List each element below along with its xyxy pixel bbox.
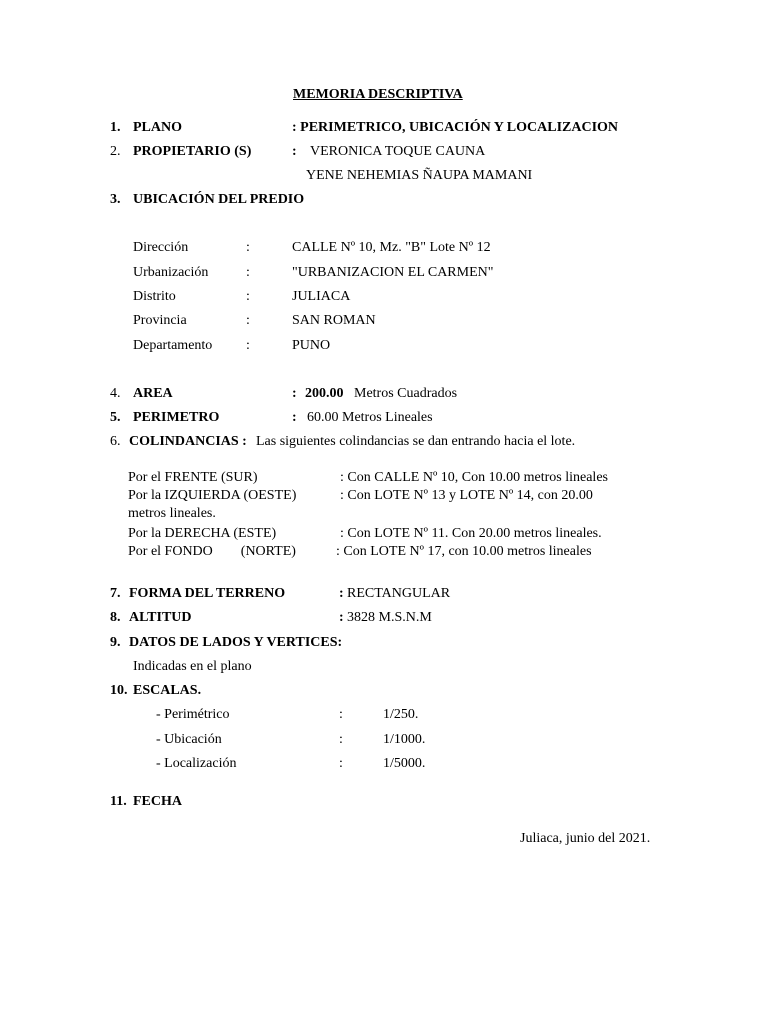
location-value-direccion: CALLE Nº 10, Mz. "B" Lote Nº 12 bbox=[292, 240, 491, 255]
owner-2: YENE NEHEMIAS ÑAUPA MAMANI bbox=[306, 168, 533, 183]
footer-date: Juliaca, junio del 2021. bbox=[520, 831, 651, 846]
section-1-value: : PERIMETRICO, UBICACIÓN Y LOCALIZACION bbox=[292, 120, 619, 135]
section-2-colon: : bbox=[292, 144, 297, 159]
section-9-value: Indicadas en el plano bbox=[133, 659, 252, 674]
location-sep-provincia: : bbox=[246, 313, 250, 328]
section-9-number: 9. bbox=[110, 635, 121, 650]
section-1-number: 1. bbox=[110, 120, 121, 135]
section-10-number: 10. bbox=[110, 683, 128, 698]
scale-label-perimetrico: - Perimétrico bbox=[156, 707, 230, 722]
section-9-label: DATOS DE LADOS Y VERTICES: bbox=[129, 635, 343, 650]
shape-value: RECTANGULAR bbox=[347, 586, 451, 601]
section-4-colon: : bbox=[292, 386, 297, 401]
document-title: MEMORIA DESCRIPTIVA bbox=[293, 87, 463, 102]
boundary-label-fondo: Por el FONDO (NORTE) bbox=[128, 544, 296, 559]
section-6-number: 6. bbox=[110, 434, 121, 449]
scale-label-ubicacion: - Ubicación bbox=[156, 732, 222, 747]
section-11-number: 11. bbox=[110, 794, 127, 809]
scale-sep-localizacion: : bbox=[339, 756, 343, 771]
scale-value-perimetrico: 1/250. bbox=[383, 707, 419, 722]
section-11-label: FECHA bbox=[133, 794, 182, 809]
section-7-label: FORMA DEL TERRENO bbox=[129, 586, 286, 601]
section-1-label: PLANO bbox=[133, 120, 182, 135]
location-sep-direccion: : bbox=[246, 240, 250, 255]
section-7-number: 7. bbox=[110, 586, 121, 601]
location-sep-distrito: : bbox=[246, 289, 250, 304]
section-5-number: 5. bbox=[110, 410, 121, 425]
boundary-value-izquierda: : Con LOTE Nº 13 y LOTE Nº 14, con 20.00 bbox=[340, 488, 593, 503]
section-6-label: COLINDANCIAS : bbox=[129, 434, 247, 449]
owner-1: VERONICA TOQUE CAUNA bbox=[310, 144, 486, 159]
section-8-label: ALTITUD bbox=[129, 610, 192, 625]
section-4-label: AREA bbox=[133, 386, 173, 401]
section-5-label: PERIMETRO bbox=[133, 410, 220, 425]
scale-label-localizacion: - Localización bbox=[156, 756, 237, 771]
location-sep-departamento: : bbox=[246, 338, 250, 353]
boundary-label-izquierda: Por la IZQUIERDA (OESTE) bbox=[128, 488, 297, 503]
section-7-colon: : bbox=[339, 586, 344, 601]
scale-value-localizacion: 1/5000. bbox=[383, 756, 426, 771]
perimeter-value: 60.00 Metros Lineales bbox=[307, 410, 433, 425]
altitude-value: 3828 M.S.N.M bbox=[347, 610, 432, 625]
section-5-colon: : bbox=[292, 410, 297, 425]
section-2-number: 2. bbox=[110, 144, 121, 159]
scale-sep-perimetrico: : bbox=[339, 707, 343, 722]
boundary-value-frente: : Con CALLE Nº 10, Con 10.00 metros lineales bbox=[340, 470, 608, 485]
location-value-departamento: PUNO bbox=[292, 338, 331, 353]
section-4-number: 4. bbox=[110, 386, 121, 401]
location-sep-urbanizacion: : bbox=[246, 265, 250, 280]
location-value-provincia: SAN ROMAN bbox=[292, 313, 376, 328]
location-label-direccion: Dirección bbox=[133, 240, 189, 255]
location-value-distrito: JULIACA bbox=[292, 289, 351, 304]
area-unit: Metros Cuadrados bbox=[354, 386, 458, 401]
boundary-continuation: metros lineales. bbox=[128, 506, 216, 521]
boundaries-intro: Las siguientes colindancias se dan entrando hacia el lote. bbox=[256, 434, 576, 449]
section-2-label: PROPIETARIO (S) bbox=[133, 144, 252, 159]
location-label-distrito: Distrito bbox=[133, 289, 176, 304]
location-label-urbanizacion: Urbanización bbox=[133, 265, 209, 280]
section-3-number: 3. bbox=[110, 192, 121, 207]
section-8-number: 8. bbox=[110, 610, 121, 625]
boundary-label-frente: Por el FRENTE (SUR) bbox=[128, 470, 258, 485]
section-10-label: ESCALAS. bbox=[133, 683, 202, 698]
location-label-provincia: Provincia bbox=[133, 313, 187, 328]
section-8-colon: : bbox=[339, 610, 344, 625]
boundary-value-fondo: : Con LOTE Nº 17, con 10.00 metros lineales bbox=[336, 544, 592, 559]
scale-value-ubicacion: 1/1000. bbox=[383, 732, 426, 747]
area-value: 200.00 bbox=[305, 386, 344, 401]
boundary-label-derecha: Por la DERECHA (ESTE) bbox=[128, 526, 277, 541]
boundary-value-derecha: : Con LOTE Nº 11. Con 20.00 metros lineales. bbox=[340, 526, 602, 541]
scale-sep-ubicacion: : bbox=[339, 732, 343, 747]
location-value-urbanizacion: "URBANIZACION EL CARMEN" bbox=[292, 265, 494, 280]
location-label-departamento: Departamento bbox=[133, 338, 213, 353]
section-3-label: UBICACIÓN DEL PREDIO bbox=[133, 192, 305, 207]
